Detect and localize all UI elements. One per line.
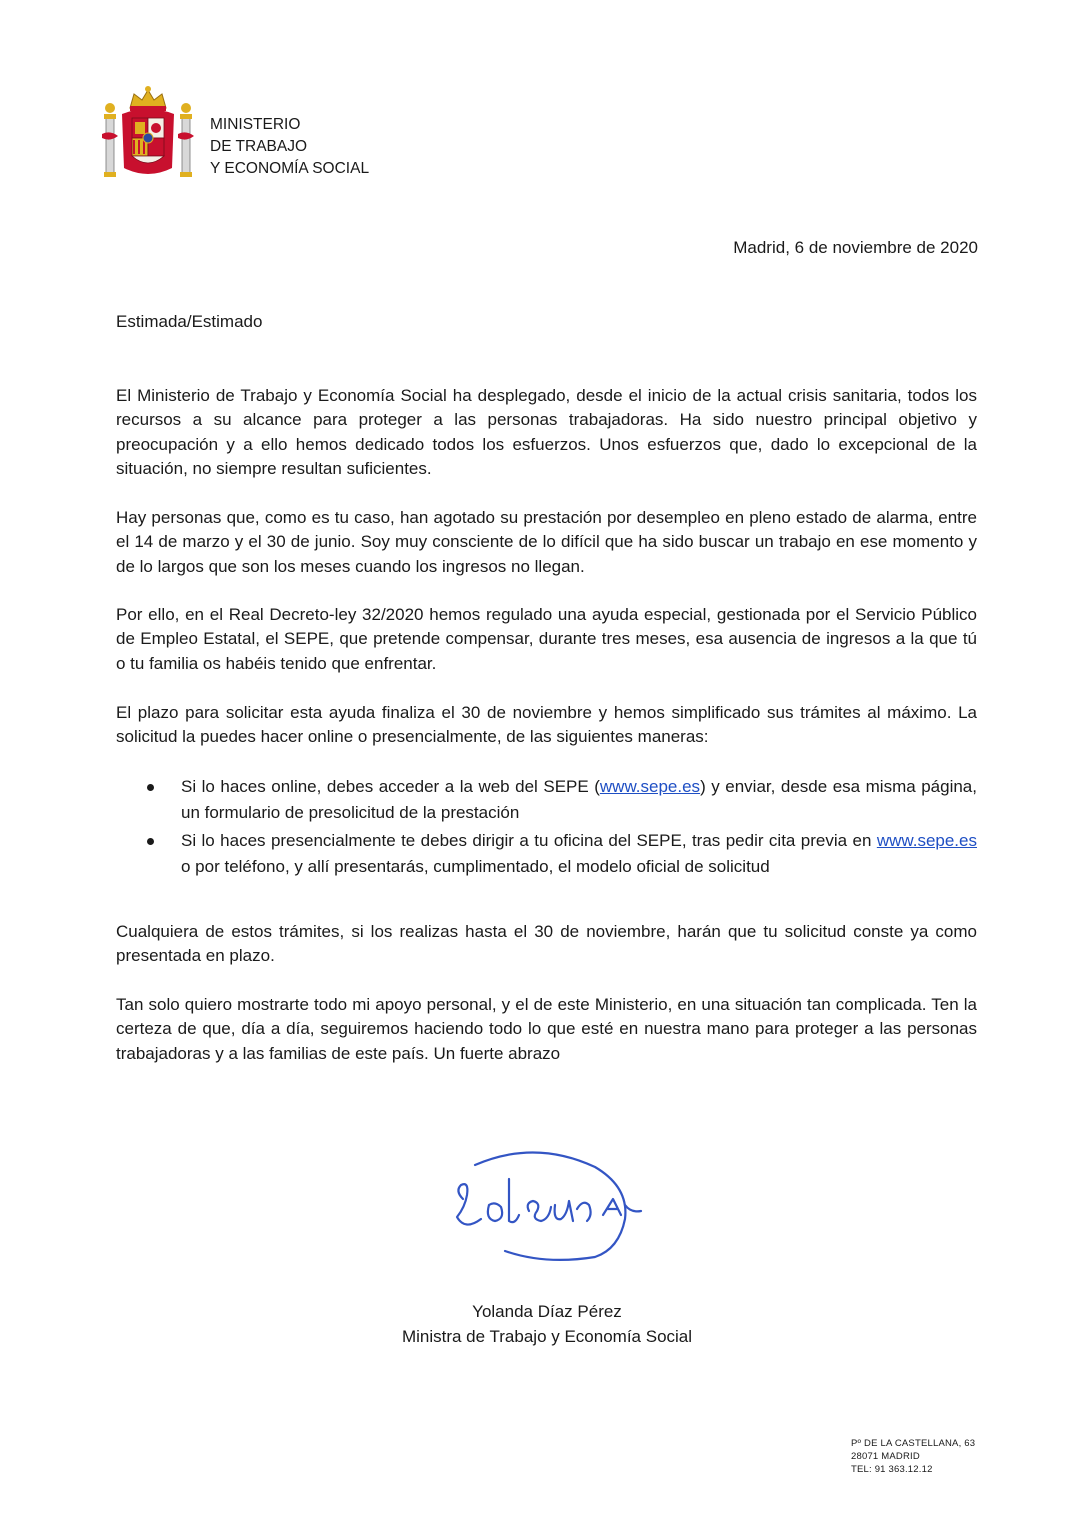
address-line: TEL: 91 363.12.12 [851, 1464, 933, 1475]
address-line: Pº DE LA CASTELLANA, 63 [851, 1438, 976, 1449]
address-line: 28071 MADRID [851, 1451, 920, 1462]
coat-of-arms-icon [100, 84, 196, 184]
body-paragraph: El Ministerio de Trabajo y Economía Social ha desplegado, desde el inicio de la actual crisis sanitaria, todos los recursos a su alcance para proteger a las personas trabajadoras. Ha sido nuestro principal objetivo y preocupación y a ello hemos dedicado todos los esfuerzos. Unos esfuerzos que, dado lo excepcional de la situación, no siempre resultan suficientes. [116, 386, 977, 479]
signer-name: Yolanda Díaz Pérez [472, 1302, 622, 1321]
ministry-line: MINISTERIO [210, 116, 301, 133]
ministry-name [210, 114, 369, 180]
sepe-link[interactable]: www.sepe.es [876, 831, 977, 850]
list-item-text: Si lo haces online, debes acceder a la web del SEPE ( [181, 777, 600, 796]
procedure-list [116, 774, 977, 882]
list-item-text: ) y enviar, desde esa misma página, un formulario de presolicitud de la prestación [181, 777, 977, 822]
body-paragraph: Por ello, en el Real Decreto-ley 32/2020 hemos regulado una ayuda especial, gestionada por el Servicio Público de Empleo Estatal, el SEPE, que pretende compensar, durante tres meses, esa ausencia de ingresos a la que tú o tu familia os habéis tenido que enfrentar. [116, 605, 977, 673]
salutation: Estimada/Estimado [116, 312, 263, 331]
list-item [116, 828, 977, 880]
body-paragraph: Hay personas que, como es tu caso, han agotado su prestación por desempleo en pleno estado de alarma, entre el 14 de marzo y el 30 de junio. Soy muy consciente de lo difícil que ha sido buscar un trabajo en ese momento y de lo largos que son los meses cuando los ingresos no llegan. [116, 508, 977, 576]
footer-address [851, 1437, 975, 1476]
body-paragraph: Tan solo quiero mostrarte todo mi apoyo personal, y el de este Ministerio, en una situación tan complicada. Ten la certeza de que, día a día, seguiremos haciendo todo lo que esté en nuestra mano para proteger a las personas trabajadoras y a las familias de este país. Un fuerte abrazo [116, 995, 977, 1063]
list-item [116, 774, 977, 826]
list-item-text: o por teléfono, y allí presentarás, cumplimentado, el modelo oficial de solicitud [181, 857, 770, 876]
list-item-text: Si lo haces presencialmente te debes dirigir a tu oficina del SEPE, tras pedir cita previa en [181, 831, 877, 850]
body-paragraph: El plazo para solicitar esta ayuda finaliza el 30 de noviembre y hemos simplificado sus trámites al máximo. La solicitud la puedes hacer online o presencialmente, de las siguientes maneras: [116, 703, 977, 747]
body-paragraph: Cualquiera de estos trámites, si los realizas hasta el 30 de noviembre, harán que tu solicitud conste ya como presentada en plazo. [116, 922, 977, 966]
ministry-line: Y ECONOMÍA SOCIAL [210, 160, 370, 177]
bullet-icon [147, 784, 154, 791]
bullet-icon [147, 838, 154, 845]
handwritten-signature [445, 1145, 655, 1270]
signer-title: Ministra de Trabajo y Economía Social [401, 1327, 693, 1346]
ministry-line: DE TRABAJO [210, 138, 308, 155]
letter-date: Madrid, 6 de noviembre de 2020 [733, 238, 978, 257]
sepe-link[interactable]: www.sepe.es [599, 777, 701, 796]
